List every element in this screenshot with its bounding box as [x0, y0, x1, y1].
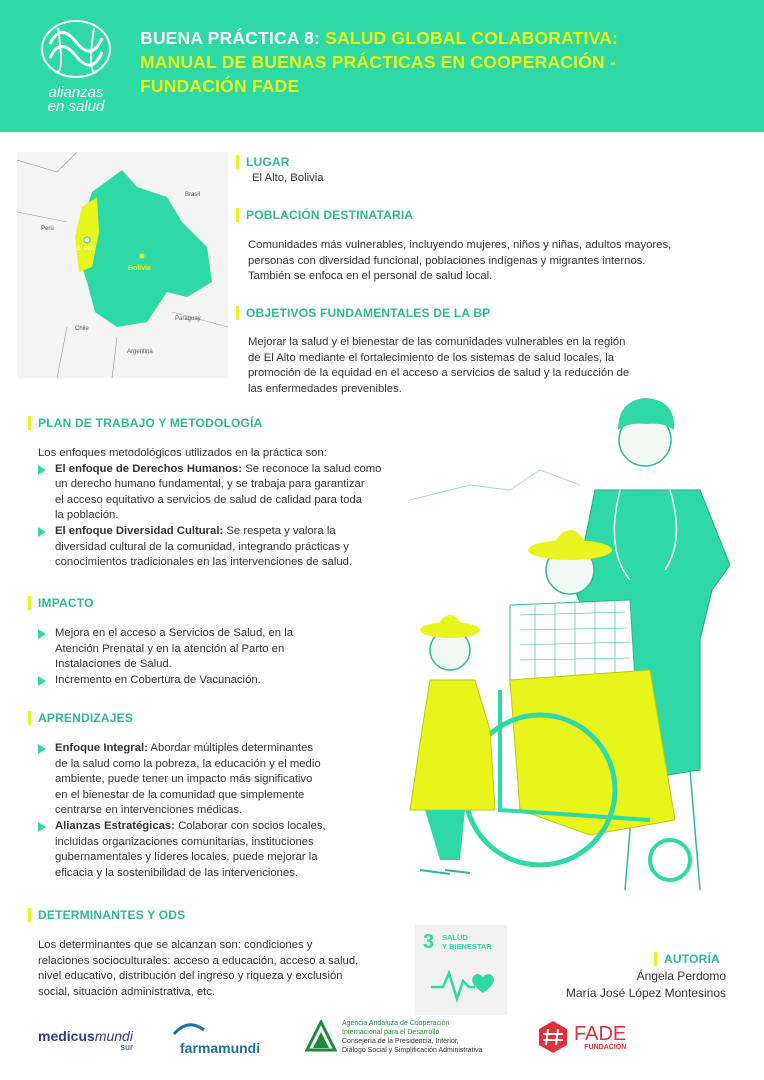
fade-text	[574, 1024, 626, 1051]
determinantes-line: social, situación administrativa, etc.	[38, 985, 216, 998]
impacto-list	[38, 626, 368, 688]
alianzas-logo-icon	[36, 14, 116, 84]
plan-item-text: Se reconoce la salud como	[242, 462, 382, 475]
objetivos-line: de El Alto mediante el fortalecimiento de los sistemas de salud locales, la	[248, 351, 615, 364]
aprendizaje-key: Enfoque Integral:	[55, 742, 148, 754]
heading-lugar: LUGAR	[236, 155, 290, 169]
logo-text	[30, 86, 122, 114]
logo-line-1: alianzas	[48, 84, 104, 101]
heading-poblacion: POBLACIÓN DESTINATARIA	[236, 208, 413, 222]
junta-line: Agencia Andaluza de Cooperación	[342, 1020, 450, 1027]
map-label-peru: Perú	[41, 226, 54, 232]
junta-line: Internacional para el Desarrollo	[342, 1029, 440, 1036]
aprendizaje-text: en el bienestar de la comunidad que simplemente	[55, 788, 305, 801]
aprendizaje-key: Alianzas Estratégicas:	[55, 819, 175, 832]
aprendizajes-list	[38, 741, 368, 881]
poblacion-line: También se enfoca en el personal de salud local.	[248, 270, 493, 283]
map-label-chile: Chile	[75, 326, 89, 332]
objetivos-text	[248, 335, 728, 397]
list-item	[38, 524, 418, 571]
author-name: María José López Montesinos	[565, 986, 726, 1000]
mundi-text: mundi	[94, 1028, 133, 1044]
junta-text	[342, 1019, 482, 1055]
heading-objetivos: OBJETIVOS FUNDAMENTALES DE LA BP	[236, 306, 490, 320]
poblacion-text	[248, 238, 748, 285]
aprendizaje-text: eficacia y la sostenibilidad de las intervenciones.	[55, 866, 299, 879]
logo-line-2: en salud	[47, 98, 105, 115]
page-title-line-3: FUNDACIÓN FADE	[140, 76, 300, 96]
header-banner	[0, 0, 764, 132]
impacto-text: Mejora en el acceso a Servicios de Salud, en la	[55, 627, 293, 639]
aprendizaje-text: ambiente, puede tener un impacto más significativo	[55, 773, 313, 786]
determinantes-line: relaciones socioculturales: acceso a educación, acceso a salud,	[38, 954, 359, 967]
page-title-line-1	[140, 28, 618, 49]
poblacion-line: Comunidades más vulnerables, incluyendo mujeres, niños y niñas, adultos mayores,	[248, 239, 672, 251]
heading-aprendizajes: APRENDIZAJES	[28, 711, 133, 725]
impacto-text: Incremento en Cobertura de Vacunación.	[55, 673, 261, 686]
aprendizaje-text: Abordar múltiples determinantes	[147, 742, 314, 754]
junta-line: Consejería de la Presidencia, Interior,	[342, 1038, 459, 1045]
plan-item-text: diversidad cultural de la comunidad, integrando prácticas y	[55, 540, 349, 553]
junta-line: Diálogo Social y Simplificación Administrativa	[342, 1047, 483, 1054]
plan-list	[38, 462, 418, 571]
map-label-paraguay: Paraguay	[175, 316, 201, 322]
determinantes-line: nivel educativo, distribución del ingreso y riqueza y exclusión	[38, 970, 343, 983]
title-yellow-1: SALUD GLOBAL COLABORATIVA:	[325, 28, 619, 48]
aprendizaje-text: gubernamentales y líderes locales, puede mejorar la	[55, 851, 318, 864]
plan-item-text: Se respeta y valora la	[223, 524, 336, 537]
map-label-brasil: Brasil	[185, 192, 201, 198]
plan-body	[38, 446, 418, 571]
aprendizajes-body	[38, 741, 368, 881]
sdg-label-2: Y BIENESTAR	[442, 942, 492, 951]
determinantes-line: Los determinantes que se alcanzan son: condiciones y	[38, 939, 313, 951]
heading-impacto: IMPACTO	[28, 596, 94, 610]
title-prefix: BUENA PRÁCTICA 8:	[140, 28, 326, 48]
author-name: Ángela Perdomo	[636, 969, 726, 983]
list-item	[38, 462, 418, 524]
list-item	[38, 741, 368, 819]
medicusmundi-logo	[38, 1028, 133, 1052]
heading-autoria-wrap	[654, 952, 720, 966]
impacto-body	[38, 626, 368, 688]
bolivia-map-icon	[17, 152, 228, 378]
lugar-text: El Alto, Bolivia	[252, 172, 324, 184]
poblacion-line: personas con diversidad funcional, poblaciones indígenas y migrantes internos.	[248, 254, 646, 267]
farmamundi-logo	[172, 1020, 260, 1056]
fade-subtitle: FUNDACIÓN	[584, 1044, 627, 1051]
sur-text: sur	[120, 1042, 133, 1052]
fade-title: FADE	[574, 1023, 627, 1045]
plan-item-text: la población.	[55, 509, 119, 522]
map-label-argentina: Argentina	[127, 349, 153, 355]
sdg-label	[442, 933, 502, 951]
list-item	[38, 626, 368, 673]
list-item	[38, 819, 368, 881]
farmamundi-icon	[172, 1020, 206, 1040]
sdg-3-badge	[415, 925, 507, 1015]
plan-intro: Los enfoques metodológicos utilizados en la práctica son:	[38, 447, 327, 459]
heartbeat-icon	[429, 963, 495, 1003]
list-item	[38, 673, 368, 689]
medicus-text: medicus	[38, 1028, 95, 1044]
impacto-text: Atención Prenatal y en la atención al Parto en	[55, 642, 285, 655]
aprendizaje-text: incluidas organizaciones comunitarias, instituciones	[55, 835, 314, 848]
aprendizaje-text: Colaborar con socios locales,	[174, 819, 326, 832]
plan-item-key: El enfoque de Derechos Humanos:	[55, 462, 243, 475]
plan-item-text: conocimientos tradicionales en las intervenciones de salud.	[55, 556, 353, 569]
plan-item-key: El enfoque Diversidad Cultural:	[55, 524, 224, 537]
sdg-number: 3	[423, 931, 435, 953]
junta-andalucia-icon	[305, 1020, 337, 1052]
determinantes-text	[38, 938, 408, 1000]
page-title-line-2: MANUAL DE BUENAS PRÁCTICAS EN COOPERACIÓN -	[140, 52, 616, 72]
impacto-text: Instalaciones de Salud.	[55, 658, 172, 671]
plan-item-text: el acceso equitativo a servicios de salud de calidad para toda	[55, 493, 363, 506]
map-label-bolivia: Bolivia	[128, 265, 151, 272]
map-label-el-alto: El Alto	[77, 246, 95, 252]
map-bolivia	[17, 152, 228, 378]
health-workers-illustration-icon	[400, 390, 750, 910]
heading-determinantes: DETERMINANTES Y ODS	[28, 908, 185, 922]
heading-autoria: AUTORÍA	[664, 952, 720, 966]
plan-item-text: un derecho humano fundamental, y se trabaja para garantizar	[55, 478, 365, 491]
objetivos-line: Mejorar la salud y el bienestar de las comunidades vulnerables en la región	[248, 336, 626, 348]
heading-plan: PLAN DE TRABAJO Y METODOLOGÍA	[28, 416, 263, 430]
objetivos-line: promoción de la equidad en el acceso a servicios de salud y la reducción de	[248, 367, 630, 380]
fade-logo-icon	[536, 1020, 570, 1054]
aprendizaje-text: centrarse en intervenciones médicas.	[55, 804, 243, 817]
sdg-label-1: SALUD	[442, 933, 468, 942]
farmamundi-text: farmamundi	[180, 1040, 261, 1056]
aprendizaje-text: de la salud como la pobreza, la educación y el medio	[55, 757, 321, 770]
objetivos-line: las enfermedades prevenibles.	[248, 382, 402, 395]
